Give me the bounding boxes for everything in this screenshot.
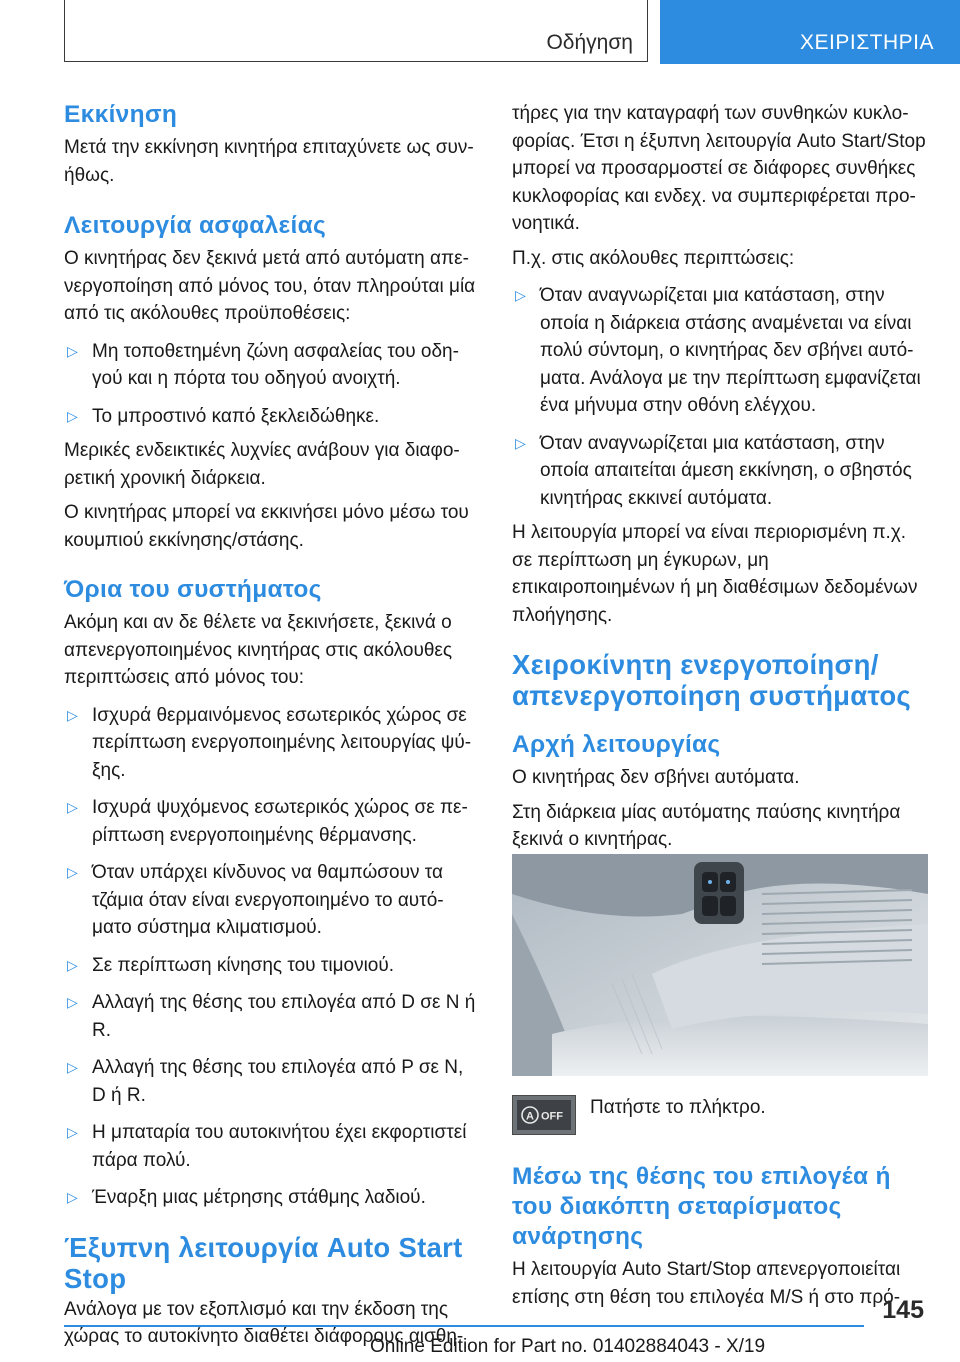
paragraph-safety: Ο κινητήρας δεν ξεκινά μετά από αυτόματη απε-νεργοποίηση από μόνος του, όταν πληρούται μία από τις ακόλουθες προϋποθέσεις:: [64, 248, 476, 324]
section-label: Οδήγηση: [546, 31, 633, 54]
triangle-bullet-icon: ▷: [67, 342, 78, 359]
chapter-label: ΧΕΙΡΙΣΤΗΡΙΑ: [800, 31, 935, 54]
svg-text:A: A: [526, 1110, 534, 1123]
paragraph-continued: τήρες για την καταγραφή των συνθηκών κυκλο-φορίας. Έτσι η έξυπνη λειτουργία Auto Start/Stop μπορεί να προσαρμοστεί σε διάφορες συνθήκες κυκλοφορίας και ενδεχ. να συμπεριφέρεται προ-νοητικά.: [512, 103, 926, 234]
heading-start: Εκκίνηση: [64, 101, 178, 128]
section-tab: [64, 0, 648, 62]
paragraph-only-button: Ο κινητήρας μπορεί να εκκινήσει μόνο μέσω του κουμπιού εκκίνησης/στάσης.: [64, 502, 469, 551]
chapter-tab: [660, 0, 960, 64]
paragraph-lamps: Μερικές ενδεικτικές λυχνίες ανάβουν για διαφο-ρετική χρονική διάρκεια.: [64, 440, 460, 489]
heading-principle: Αρχή λειτουργίας: [512, 731, 721, 758]
auto-start-stop-off-icon: [512, 1095, 576, 1135]
triangle-bullet-icon: ▷: [515, 434, 526, 451]
triangle-bullet-icon: ▷: [67, 706, 78, 723]
paragraph-selector: Η λειτουργία Auto Start/Stop απενεργοποιείται επίσης στη θέση του επιλογέα M/S ή στο πρό-: [512, 1259, 901, 1308]
list-item: ▷ Ισχυρά ψυχόμενος εσωτερικός χώρος σε πε-ρίπτωση ενεργοποιημένης θέρμανσης.: [64, 794, 480, 849]
heading-selector: Μέσω της θέσης του επιλογέα ή του διακόπτη σεταρίσματος ανάρτησης: [512, 1163, 891, 1250]
list-item: ▷ Ισχυρά θερμαινόμενος εσωτερικός χώρος σε περίπτωση ενεργοποιημένης λειτουργίας ψύ-ξης.: [64, 702, 480, 785]
edition-footer: Online Edition for Part no. 01402884043 - X/19: [370, 1336, 766, 1357]
triangle-bullet-icon: ▷: [67, 994, 78, 1010]
footer-divider: [64, 1325, 864, 1327]
list-item: ▷ Το μπροστινό καπό ξεκλειδώθηκε.: [64, 403, 480, 431]
list-item: ▷ Μη τοποθετημένη ζώνη ασφαλείας του οδη-γού και η πόρτα του οδηγού ανοιχτή.: [64, 338, 480, 393]
paragraph-principle-1: Ο κινητήρας δεν σβήνει αυτόματα.: [512, 767, 800, 788]
page-header: [0, 0, 960, 66]
triangle-bullet-icon: ▷: [67, 1124, 78, 1140]
dashboard-photo: [512, 854, 928, 1076]
triangle-bullet-icon: ▷: [67, 1059, 78, 1075]
list-item: ▷ Η μπαταρία του αυτοκινήτου έχει εκφορτιστεί πάρα πολύ.: [64, 1119, 480, 1174]
paragraph-smart: Ανάλογα με τον εξοπλισμό και την έκδοση της χώρας το αυτοκίνητο διαθέτει διάφορους αισθη-: [64, 1298, 464, 1347]
list-item: ▷ Αλλαγή της θέσης του επιλογέα από D σε N ή R.: [64, 989, 480, 1044]
examples-list: [512, 282, 928, 512]
paragraph-principle-2: Στη διάρκεια μίας αυτόματης παύσης κινητήρα ξεκινά ο κινητήρας.: [512, 801, 901, 850]
heading-manual: Χειροκίνητη ενεργοποίηση/απενεργοποίηση συστήματος: [512, 649, 912, 711]
heading-safety: Λειτουργία ασφαλείας: [64, 212, 326, 239]
triangle-bullet-icon: ▷: [67, 799, 78, 815]
left-column: [64, 100, 480, 1351]
selector-section: [512, 1162, 928, 1311]
heading-limits: Όρια του συστήματος: [64, 576, 322, 603]
list-item: ▷ Όταν αναγνωρίζεται μια κατάσταση, στην οποία η διάρκεια στάσης αναμένεται να είναι πολύ σύντομη, ο κινητήρας δεν σβήνει αυτό-ματα. Ανάλογα με την περίπτωση εμφανίζεται ένα μήνυμα στην οθόνη ελέγχου.: [512, 282, 928, 420]
list-item: ▷ Όταν αναγνωρίζεται μια κατάσταση, στην οποία απαιτείται άμεση εκκίνηση, ο σβηστός κινητήρας εκκινεί αυτόματα.: [512, 430, 928, 513]
list-item: ▷ Όταν υπάρχει κίνδυνος να θαμπώσουν τα τζάμια όταν είναι ενεργοποιημένο το αυτό-ματο σύστημα κλιματισμού.: [64, 859, 480, 942]
heading-smart-auto-start-stop: Έξυπνη λειτουργία Auto Start Stop: [64, 1231, 463, 1294]
list-item: ▷ Έναρξη μιας μέτρησης στάθμης λαδιού.: [64, 1184, 480, 1212]
list-item: ▷ Αλλαγή της θέσης του επιλογέα από P σε N, D ή R.: [64, 1054, 480, 1109]
list-item: ▷ Σε περίπτωση κίνησης του τιμονιού.: [64, 952, 480, 980]
paragraph-start: Μετά την εκκίνηση κινητήρα επιταχύνετε ως συν-ήθως.: [64, 137, 474, 186]
paragraph-limited: Η λειτουργία μπορεί να είναι περιορισμένη π.χ. σε περίπτωση μη έγκυρων, μη επικαιροποιημένων ή μη διαθέσιμων δεδομένων πλοήγησης.: [512, 522, 918, 626]
off-text: OFF: [541, 1110, 563, 1123]
triangle-bullet-icon: ▷: [67, 956, 78, 973]
paragraph-limits: Ακόμη και αν δε θέλετε να ξεκινήσετε, ξεκινά ο απενεργοποιημένος κινητήρας στις ακόλουθες περιπτώσεις από μόνος του:: [64, 612, 453, 688]
paragraph-examples: Π.χ. στις ακόλουθες περιπτώσεις:: [512, 247, 795, 269]
triangle-bullet-icon: ▷: [67, 864, 78, 880]
triangle-bullet-icon: ▷: [67, 1189, 78, 1205]
triangle-bullet-icon: ▷: [515, 287, 526, 303]
button-caption: Πατήστε το πλήκτρο.: [590, 1097, 766, 1118]
safety-list: [64, 338, 480, 431]
page-number: 145: [882, 1296, 924, 1324]
triangle-bullet-icon: ▷: [67, 407, 78, 424]
dashboard-illustration: [512, 854, 928, 1076]
limits-list: [64, 702, 480, 1212]
right-column: [512, 100, 928, 903]
